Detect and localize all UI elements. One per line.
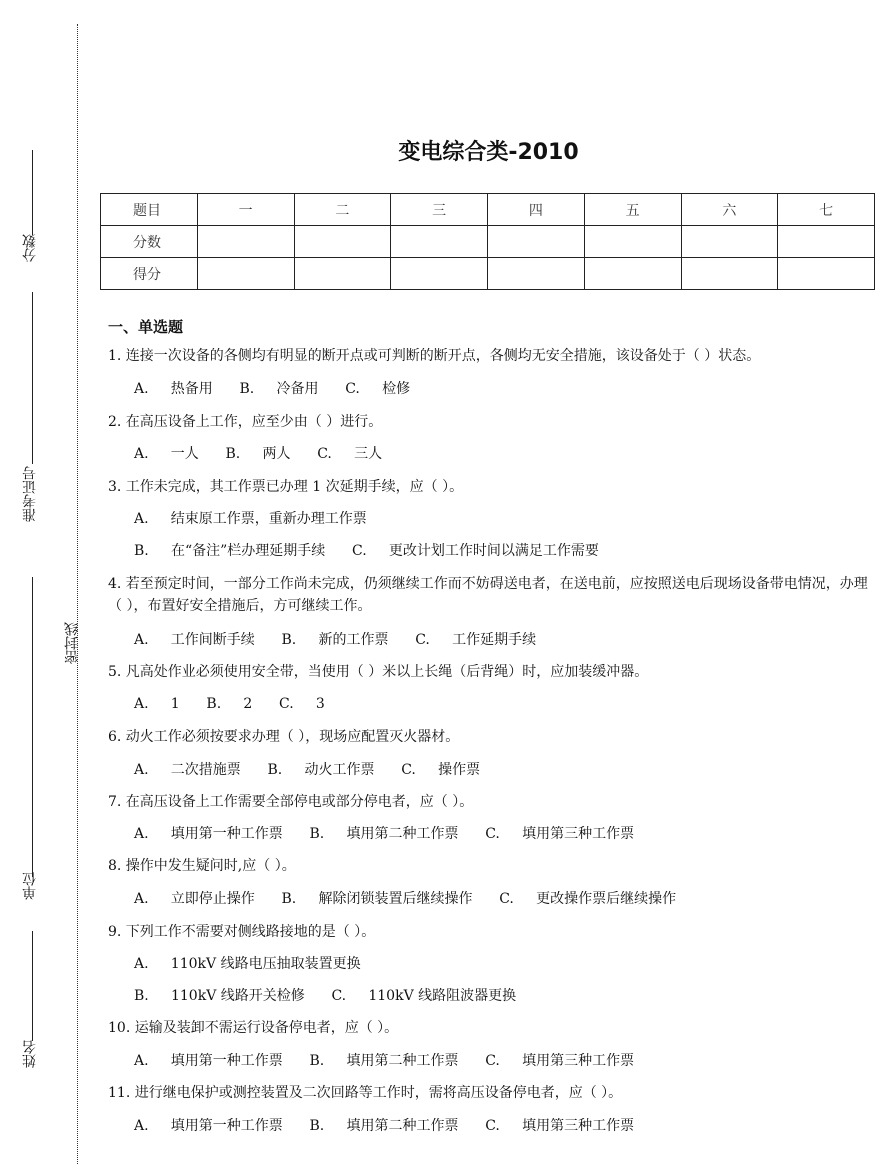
earned-cell[interactable] [778, 258, 875, 290]
score-col-4: 四 [488, 194, 585, 226]
question-5: 5. 凡高处作业必须使用安全带，当使用（ ）米以上长绳（后背绳）时，应加装缓冲器。 [108, 664, 649, 680]
score-table-header-label: 题目 [101, 194, 198, 226]
question-4: 4. 若至预定时间，一部分工作尚未完成，仍须继续工作而不妨碍送电者，在送电前，应按照送电后现场设备带电情况，办理（ ），布置好安全措施后，方可继续工作。 [108, 576, 868, 614]
question-10: 10. 运输及装卸不需运行设备停电者，应（ ）。 [108, 1020, 399, 1036]
seal-dotted-line [77, 24, 78, 1164]
name-rule [32, 931, 33, 1041]
score-table-row [101, 258, 875, 290]
name-label: 姓名 [22, 1040, 38, 1068]
question-9-options-a: A. 110kV 线路电压抽取装置更换 [134, 956, 361, 972]
score-col-2: 二 [294, 194, 391, 226]
score-col-6: 六 [681, 194, 778, 226]
id-rule [32, 292, 33, 464]
question-4-options: A. 工作间断手续 B. 新的工作票 C. 工作延期手续 [134, 632, 537, 648]
question-3: 3. 工作未完成，其工作票已办理 1 次延期手续，应（ ）。 [108, 479, 464, 495]
earned-cell[interactable] [197, 258, 294, 290]
score-table-row [101, 226, 875, 258]
earned-cell[interactable] [391, 258, 488, 290]
question-9: 9. 下列工作不需要对侧线路接地的是（ ）。 [108, 924, 376, 940]
score-col-1: 一 [197, 194, 294, 226]
question-11-options: A. 填用第一种工作票 B. 填用第二种工作票 C. 填用第三种工作票 [134, 1118, 635, 1134]
question-2-options: A. 一人 B. 两人 C. 三人 [134, 446, 383, 462]
seal-label: 密封线 [64, 622, 80, 664]
score-label: 分数 [22, 234, 38, 262]
question-1-options: A. 热备用 B. 冷备用 C. 检修 [134, 381, 411, 397]
question-11: 11. 进行继电保护或测控装置及二次回路等工作时，需将高压设备停电者，应（ ）。 [108, 1085, 623, 1101]
score-cell[interactable] [488, 226, 585, 258]
id-label: 准考证号 [22, 466, 38, 522]
earned-row-label: 得分 [101, 258, 198, 290]
score-cell[interactable] [584, 226, 681, 258]
score-row-label: 分数 [101, 226, 198, 258]
score-cell[interactable] [391, 226, 488, 258]
question-6-options: A. 二次措施票 B. 动火工作票 C. 操作票 [134, 762, 481, 778]
score-col-3: 三 [391, 194, 488, 226]
earned-cell[interactable] [584, 258, 681, 290]
question-1: 1. 连接一次设备的各侧均有明显的断开点或可判断的断开点，各侧均无安全措施，该设备处于（ ）状态。 [108, 348, 761, 364]
question-8: 8. 操作中发生疑问时,应（ ）。 [108, 858, 296, 874]
question-5-options: A. 1 B. 2 C. 3 [134, 696, 325, 712]
score-cell[interactable] [197, 226, 294, 258]
earned-cell[interactable] [681, 258, 778, 290]
question-8-options: A. 立即停止操作 B. 解除闭锁装置后继续操作 C. 更改操作票后继续操作 [134, 891, 677, 907]
question-6: 6. 动火工作必须按要求办理（ ），现场应配置灭火器材。 [108, 729, 460, 745]
question-7: 7. 在高压设备上工作需要全部停电或部分停电者，应（ ）。 [108, 794, 474, 810]
question-3-options-bc: B. 在“备注”栏办理延期手续 C. 更改计划工作时间以满足工作需要 [134, 543, 599, 559]
question-10-options: A. 填用第一种工作票 B. 填用第二种工作票 C. 填用第三种工作票 [134, 1053, 635, 1069]
question-7-options: A. 填用第一种工作票 B. 填用第二种工作票 C. 填用第三种工作票 [134, 826, 635, 842]
question-2: 2. 在高压设备上工作，应至少由（ ）进行。 [108, 414, 383, 430]
score-cell[interactable] [778, 226, 875, 258]
page-title-text: 变电综合类-2010 [398, 140, 579, 165]
earned-cell[interactable] [488, 258, 585, 290]
score-cell[interactable] [681, 226, 778, 258]
score-col-5: 五 [584, 194, 681, 226]
score-col-7: 七 [778, 194, 875, 226]
unit-label: 单位 [22, 872, 38, 900]
section-title: 一、单选题 [108, 318, 184, 336]
score-cell[interactable] [294, 226, 391, 258]
unit-rule [32, 577, 33, 877]
page-title [0, 135, 877, 166]
question-3-options-a: A. 结束原工作票，重新办理工作票 [134, 511, 367, 527]
score-table-header-row [101, 194, 875, 226]
earned-cell[interactable] [294, 258, 391, 290]
question-9-options-bc: B. 110kV 线路开关检修 C. 110kV 线路阻波器更换 [134, 988, 517, 1004]
score-table [100, 193, 875, 290]
